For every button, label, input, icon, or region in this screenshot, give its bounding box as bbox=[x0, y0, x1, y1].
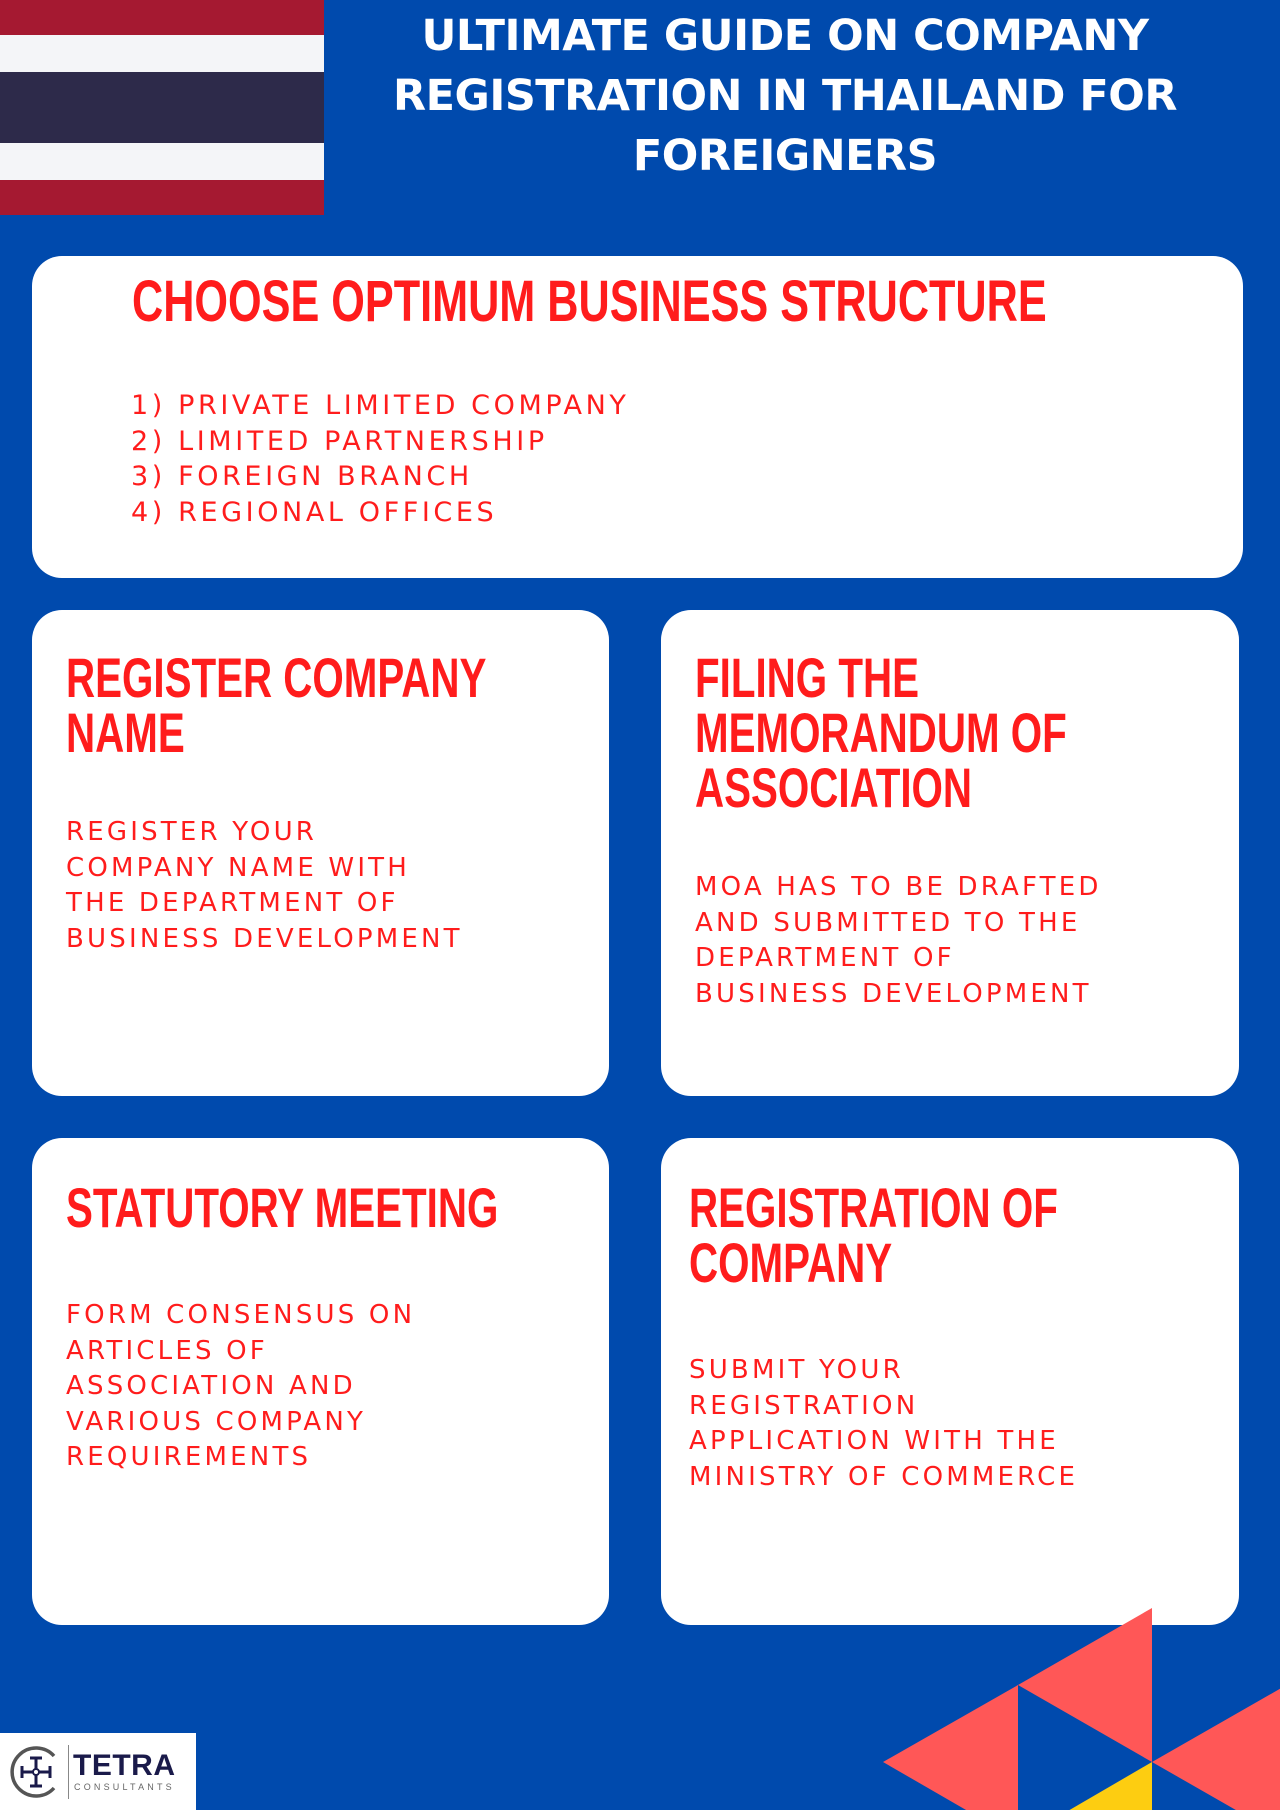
heading-line: REGISTER COMPANY bbox=[66, 646, 487, 709]
flag-stripe-red-top bbox=[0, 0, 324, 35]
card-body bbox=[695, 870, 1102, 1012]
body-line: REQUIREMENTS bbox=[66, 1442, 312, 1472]
title-line: FOREIGNERS bbox=[632, 131, 938, 181]
card-body bbox=[66, 1298, 415, 1476]
triangle-coral-left bbox=[883, 1685, 1018, 1810]
body-line: ARTICLES OF bbox=[66, 1335, 268, 1366]
tetra-logo-icon bbox=[8, 1744, 64, 1800]
heading-line: NAME bbox=[66, 701, 185, 764]
body-line: REGISTER YOUR bbox=[66, 817, 318, 847]
card-registration-of-company bbox=[661, 1138, 1239, 1625]
decorative-triangles bbox=[860, 1600, 1280, 1810]
card-statutory-meeting bbox=[32, 1138, 609, 1625]
body-line: THE DEPARTMENT OF bbox=[66, 888, 399, 918]
body-line: BUSINESS DEVELOPMENT bbox=[66, 923, 463, 954]
triangle-yellow bbox=[1018, 1762, 1152, 1810]
card-heading bbox=[689, 1176, 1058, 1294]
tetra-consultants-logo bbox=[0, 1733, 196, 1810]
thailand-flag bbox=[0, 0, 324, 215]
body-line: VARIOUS COMPANY bbox=[66, 1406, 367, 1437]
card-heading bbox=[132, 269, 1047, 334]
card-heading bbox=[695, 646, 1067, 819]
triangle-coral-upper bbox=[1018, 1608, 1152, 1762]
body-line: FORM CONSENSUS ON bbox=[66, 1300, 416, 1330]
flag-stripe-white-bottom bbox=[0, 143, 324, 180]
heading-line: ASSOCIATION bbox=[695, 756, 973, 819]
list-item: 4) REGIONAL OFFICES bbox=[131, 496, 498, 528]
logo-wordmark: TETRA bbox=[73, 1748, 176, 1782]
body-line: SUBMIT YOUR bbox=[689, 1355, 904, 1385]
triangle-coral-right bbox=[1152, 1683, 1280, 1810]
heading-line: REGISTRATION OF bbox=[689, 1176, 1058, 1239]
card-heading bbox=[66, 646, 487, 764]
heading-line: COMPANY bbox=[689, 1231, 893, 1294]
heading-line: MEMORANDUM OF bbox=[695, 701, 1067, 764]
card-filing-moa bbox=[661, 610, 1239, 1096]
body-line: AND SUBMITTED TO THE bbox=[695, 907, 1081, 938]
heading-line: FILING THE bbox=[695, 646, 919, 709]
flag-stripe-red-bottom bbox=[0, 180, 324, 215]
page-title bbox=[370, 6, 1200, 186]
logo-subtitle: CONSULTANTS bbox=[74, 1781, 175, 1792]
title-line: ULTIMATE GUIDE ON COMPANY bbox=[421, 11, 1149, 61]
body-line: MINISTRY OF COMMERCE bbox=[689, 1461, 1079, 1492]
body-line: REGISTRATION bbox=[689, 1390, 919, 1421]
body-line: BUSINESS DEVELOPMENT bbox=[695, 978, 1092, 1009]
list-item: 2) LIMITED PARTNERSHIP bbox=[131, 425, 548, 457]
card-register-company-name bbox=[32, 610, 609, 1096]
logo-text bbox=[73, 1748, 176, 1793]
list-item: 1) PRIVATE LIMITED COMPANY bbox=[131, 390, 630, 421]
card-heading bbox=[66, 1176, 499, 1239]
logo-divider bbox=[68, 1745, 69, 1799]
heading-line: STATUTORY MEETING bbox=[66, 1176, 499, 1239]
body-line: COMPANY NAME WITH bbox=[66, 852, 411, 883]
card-body bbox=[66, 815, 463, 957]
structure-list bbox=[131, 388, 629, 530]
heading-line: CHOOSE OPTIMUM BUSINESS STRUCTURE bbox=[132, 269, 1047, 334]
body-line: ASSOCIATION AND bbox=[66, 1371, 356, 1401]
list-item: 3) FOREIGN BRANCH bbox=[131, 461, 473, 492]
card-body bbox=[689, 1353, 1078, 1495]
card-business-structure bbox=[32, 256, 1243, 578]
body-line: APPLICATION WITH THE bbox=[689, 1426, 1059, 1456]
flag-stripe-white-top bbox=[0, 35, 324, 72]
flag-stripe-navy bbox=[0, 72, 324, 143]
body-line: MOA HAS TO BE DRAFTED bbox=[695, 872, 1102, 902]
title-line: REGISTRATION IN THAILAND FOR bbox=[393, 71, 1177, 121]
body-line: DEPARTMENT OF bbox=[695, 943, 955, 973]
